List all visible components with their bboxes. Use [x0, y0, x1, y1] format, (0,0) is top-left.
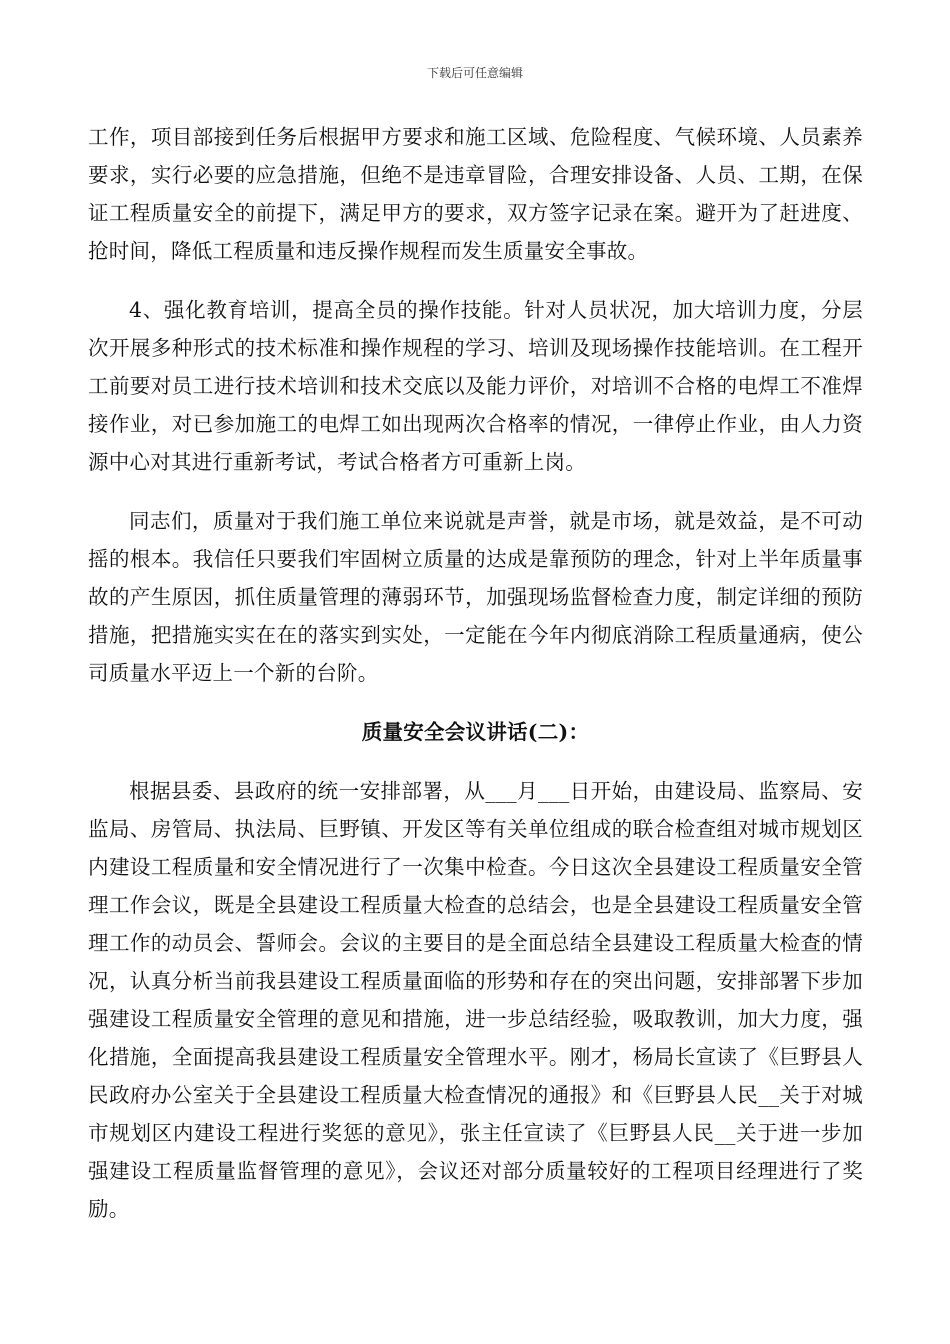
paragraph-spacer — [88, 481, 863, 502]
document-body — [88, 118, 863, 1228]
paragraph-training: 4、强化教育培训，提高全员的操作技能。针对人员状况，加大培训力度，分层次开展多种形式的技术标准和操作规程的学习、培训及现场操作技能培训。在工程开工前要对员工进行技术培训和技术交底以及能力评价，对培训不合格的电焊工不准焊接作业，对已参加施工的电焊工如出现两次合格率的情况，一律停止作业，由人力资源中心对其进行重新考试，考试合格者方可重新上岗。 — [88, 298, 863, 474]
page-header: 下载后可任意编辑 — [426, 66, 523, 80]
paragraph-speech-two: 根据县委、县政府的统一安排部署，从___月___日开始，由建设局、监察局、安监局、房管局、执法局、巨野镇、开发区等有关单位组成的联合检查组对城市规划区内建设工程质量和安全情况进行了一次集中检查。今日这次全县建设工程质量安全管理工作会议，既是全县建设工程质量大检查的总结会，也是全县建设工程质量安全管理工作的动员会、誓师会。会议的主要目的是全面总结全县建设工程质量大检查的情况，认真分析当前我县建设工程质量面临的形势和存在的突出问题，安排部署下步加强建设工程质量安全管理的意见和措施，进一步总结经验，吸取教训，加大力度，强化措施，全面提高我县建设工程质量安全管理水平。刚才，杨局长宣读了《巨野县人民政府办公室关于全县建设工程质量大检查情况的通报》和《巨野县人民__关于对城市规划区内建设工程进行奖惩的意见》，张主任宣读了《巨野县人民__关于进一步加强建设工程质量监督管理的意见》，会议还对部分质量较好的工程项目经理进行了奖励。 — [88, 779, 863, 1221]
paragraph-conclusion: 同志们，质量对于我们施工单位来说就是声誉，就是市场，就是效益，是不可动摇的根本。我信任只要我们牢固树立质量的达成是靠预防的理念，针对上半年质量事故的产生原因，抓住质量管理的薄弱环节，加强现场监督检查力度，制定详细的预防措施，把措施实实在在的落实到实处，一定能在今年内彻底消除工程质量通病，使公司质量水平迈上一个新的台阶。 — [88, 509, 863, 685]
section-heading: 质量安全会议讲话(二)： — [361, 720, 590, 744]
paragraph-spacer — [88, 692, 863, 713]
paragraph-spacer — [88, 270, 863, 291]
paragraph-spacer — [88, 751, 863, 772]
paragraph-work-arrangement: 工作，项目部接到任务后根据甲方要求和施工区域、危险程度、气候环境、人员素养要求，实行必要的应急措施，但绝不是违章冒险，合理安排设备、人员、工期，在保证工程质量安全的前提下，满足甲方的要求，双方签字记录在案。避开为了赶进度、抢时间，降低工程质量和违反操作规程而发生质量安全事故。 — [88, 125, 863, 263]
